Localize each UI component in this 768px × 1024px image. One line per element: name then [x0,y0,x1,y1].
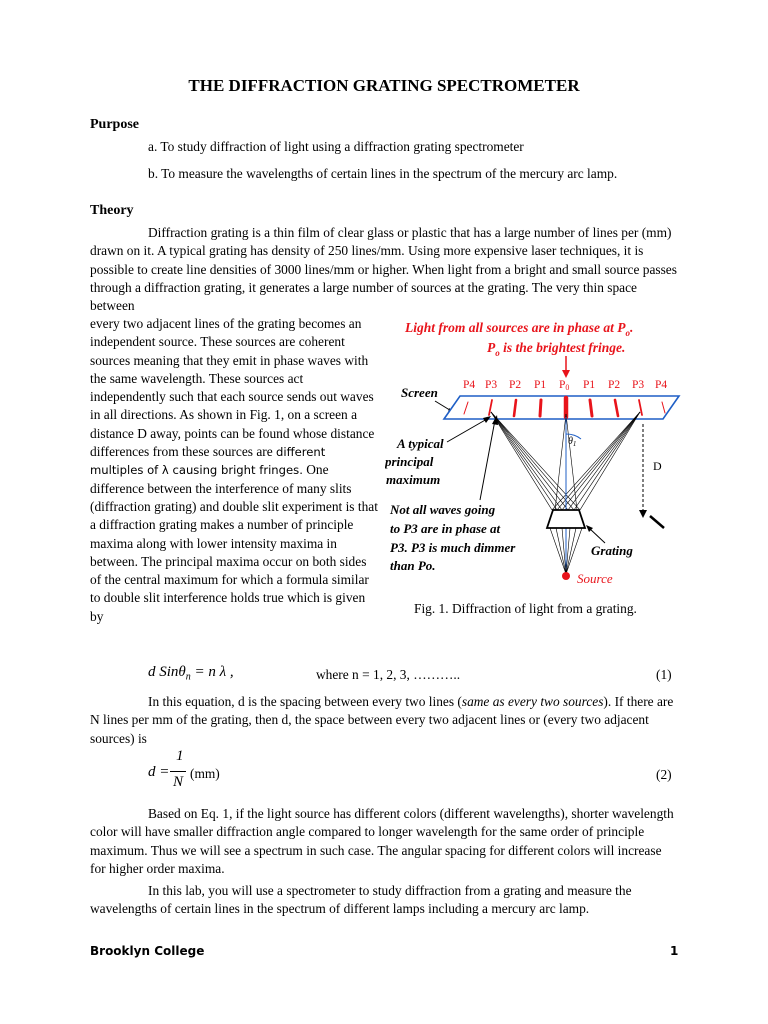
equation-2: d = 1 N (mm) [148,748,220,790]
theory-column-sans-text: different multiples of λ causing bright fringes. [90,445,326,478]
fringe-label: P3 [632,379,645,391]
equation-2-number: (2) [656,767,672,782]
theory-paragraph-column [90,315,380,626]
theta-label: $\theta_1$ [568,436,577,448]
source-label: Source [577,571,613,586]
page-title: THE DIFFRACTION GRATING SPECTROMETER [188,76,580,95]
svg-text:than Po.: than Po. [390,558,436,573]
not-all-waves-note [389,502,516,573]
svg-text:Not all waves going: Not all waves going [390,502,496,517]
figure-caption: Fig. 1. Diffraction of light from a grating. [414,601,637,616]
fringe-label: P2 [608,379,621,391]
paragraph-lab: In this lab, you will use a spectrometer to study diffraction from a grating and measure the wavelengths of certain lines in the spectrum of different lamps including a mercury arc lamp. [90,883,632,917]
equation-1: d Sinθ$_n$ = n λ , [148,664,234,683]
screen-label: Screen [401,385,438,400]
theory-paragraph-intro: Diffraction grating is a thin film of clear glass or plastic that has a large number of lines per (mm) drawn on it. A typical grating has density of 250 lines/mm. Using more expensive laser techniques, it is possible to create line densities of 3000 lines/mm or higher. When light from a bright and small source passes through a diffraction grating, it generates a large number of sources at the grating. The very thin space between [90,225,677,314]
screen-shape [444,396,679,419]
source-dot [562,572,570,580]
paragraph-spectrum: Based on Eq. 1, if the light source has different colors (different wavelengths), shorter wavelength color will have smaller diffraction angle compared to longer wavelength for the same order of principle maximum. Thus we will see a spectrum in such case. The angular spacing for different colors will increase for higher order maxima. [90,806,674,876]
purpose-heading: Purpose [90,117,139,132]
footer-college: Brooklyn College [90,944,205,958]
fringe-label: P1 [534,379,547,391]
theory-column-end-text: One difference between the interference of many slits (diffraction grating) and double slit experiment is that a diffraction grating makes a number of principle maxima along with lower intensity maxima in between. The principal maxima occur on both sides of the central maximum for which a formula similar to double slit interference holds true which is given by [90,462,378,624]
fringe-label: P1 [583,379,596,391]
fringe-label: P4 [463,379,476,391]
distance-label: D [653,459,662,473]
fringe-labels [463,379,667,392]
theory-heading: Theory [90,203,134,218]
purpose-item-b: b. To measure the wavelengths of certain lines in the spectrum of the mercury arc lamp. [148,166,618,181]
svg-text:Light from all sources are in: Light from all sources are in phase at $P_o$. [405,320,634,338]
equation-1-number: (1) [656,667,672,682]
svg-text:principal: principal [385,454,434,469]
footer-page-number: 1 [670,944,679,958]
svg-text:A typical: A typical [397,436,444,451]
typical-maximum-note [385,436,444,487]
svg-text:P3. P3 is much dimmer: P3. P3 is much dimmer [390,540,516,555]
distance-marker [639,424,664,528]
fringe-label: P2 [509,379,522,391]
fringe-label: P4 [655,379,668,391]
theory-column-text: every two adjacent lines of the grating becomes an independent source. These sources are coherent sources meaning that they emit in phase waves with the same wavelength. These sources act independently such that each source sends out waves in all directions. As shown in Fig. 1, on a screen a distance D away, points can be found whose distance differences from these sources are [90,316,375,460]
purpose-item-a: a. To study diffraction of light using a diffraction grating spectrometer [148,139,524,154]
fringe-label: P3 [485,379,498,391]
equation-1-where: where n = 1, 2, 3, ……….. [316,667,461,682]
paragraph-spacing: In this equation, d is the spacing between every two lines (same as every two sources). If there are N lines per mm of the grating, then d, the space between every two adjacent lines or (every two adjacent sources) is [90,694,674,746]
figure-top-note [404,320,633,378]
svg-text:maximum: maximum [386,472,441,487]
svg-text:to P3 are in phase at: to P3 are in phase at [390,521,501,536]
fringe-label-center: P0 [559,379,570,392]
diffraction-figure [385,312,685,597]
grating-label: Grating [591,543,633,558]
svg-text:Po is the brightest fringe.: $P_o$ is the brightest fringe. [487,340,626,358]
